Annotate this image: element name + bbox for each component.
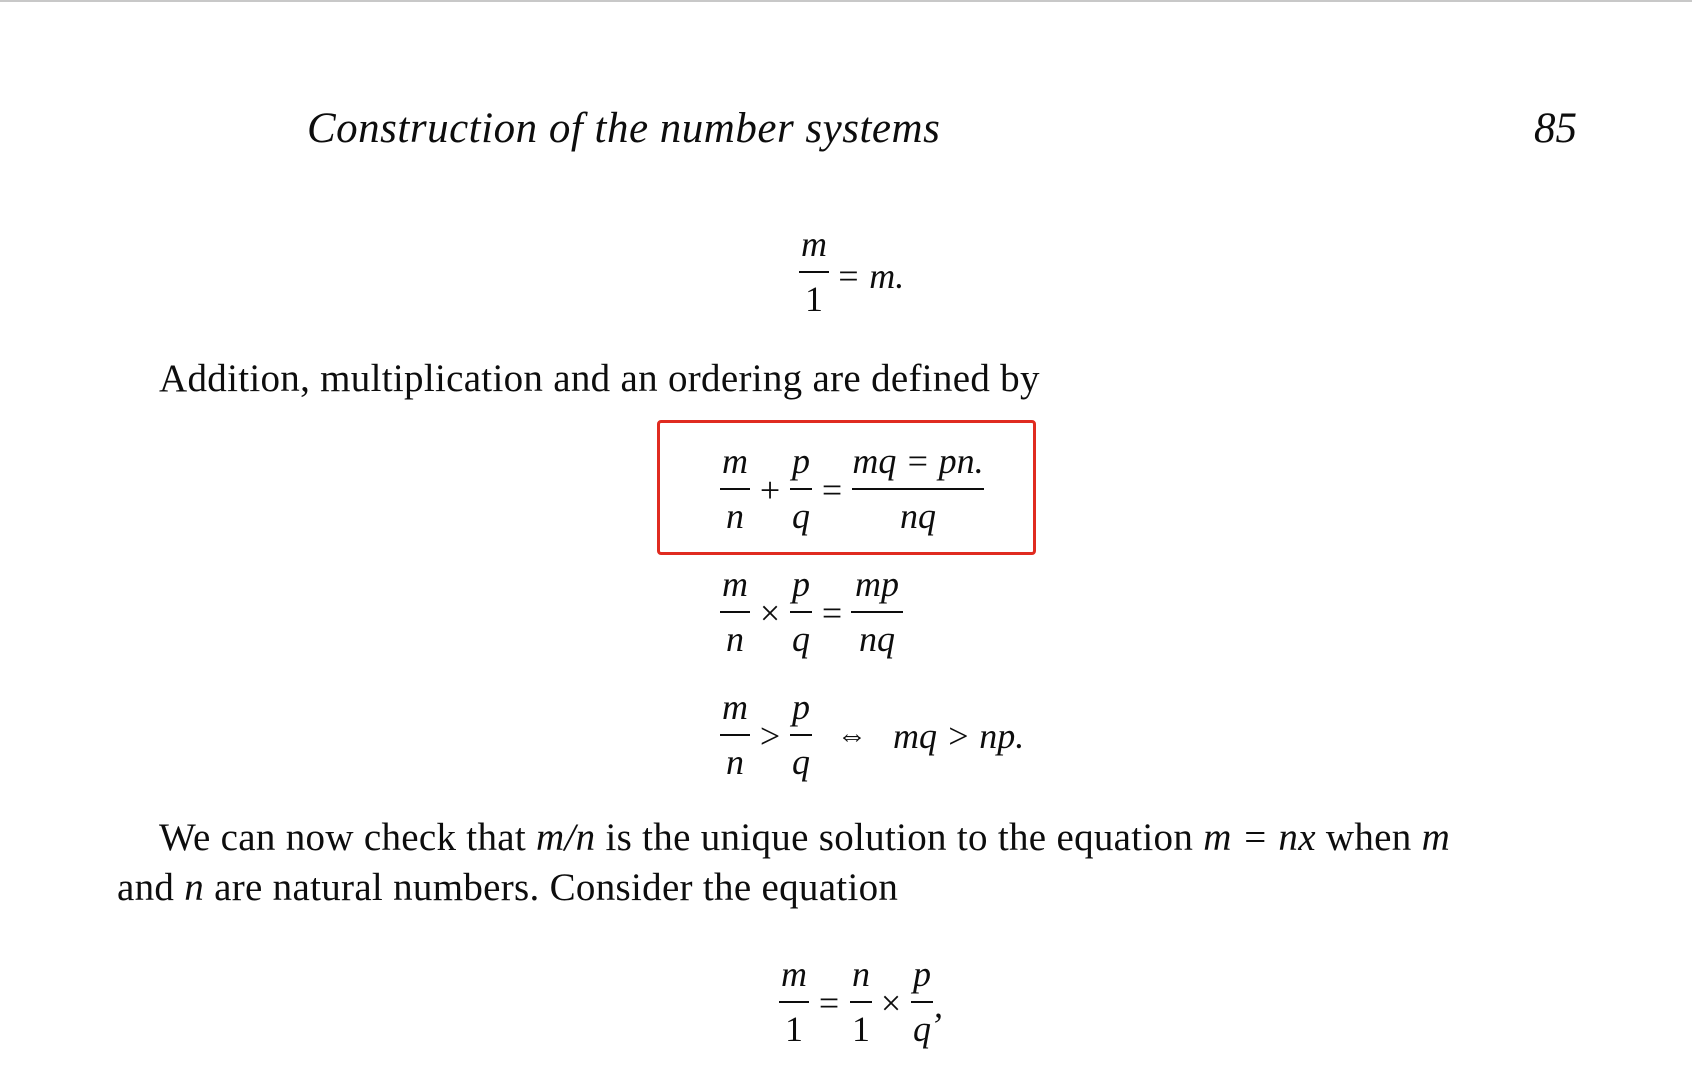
fraction-bar: [720, 611, 750, 613]
fraction-bar: [790, 488, 812, 490]
plus-sign: +: [759, 470, 781, 510]
text: and: [117, 866, 185, 909]
fraction-bar: [850, 1001, 872, 1003]
denominator: q: [792, 742, 810, 782]
numerator: p: [792, 564, 810, 604]
times-sign: ×: [880, 983, 902, 1023]
denominator: q: [913, 1009, 931, 1049]
fraction-m-over-n: [720, 441, 750, 536]
fraction-m-over-n: [720, 687, 750, 782]
text: We can now check that: [159, 816, 537, 859]
paragraph-line-1: [159, 815, 1450, 860]
math-inline: m: [1421, 816, 1451, 859]
equation-rhs: = m.: [836, 256, 905, 296]
fraction-p-over-q: [790, 564, 812, 659]
denominator: nq: [859, 619, 895, 659]
equals-sign: =: [818, 983, 840, 1023]
fraction-n-over-1: [850, 954, 872, 1049]
denominator: nq: [900, 496, 936, 536]
text: when: [1315, 816, 1422, 859]
fraction-bar: [851, 611, 903, 613]
fraction: [799, 224, 829, 319]
trailing-comma: ,: [934, 985, 943, 1025]
fraction-bar: [799, 271, 829, 273]
denominator: q: [792, 496, 810, 536]
math-inline: m/n: [536, 816, 596, 859]
times-sign: ×: [759, 593, 781, 633]
denominator: n: [726, 619, 744, 659]
equals-sign: =: [821, 470, 843, 510]
text: are natural numbers. Consider the equation: [204, 866, 899, 909]
fraction-p-over-q: [911, 954, 933, 1049]
numerator: m: [722, 564, 748, 604]
greater-than-sign: >: [759, 716, 781, 756]
denominator: 1: [785, 1009, 803, 1049]
fraction-m-over-1: [779, 954, 809, 1049]
denominator: 1: [852, 1009, 870, 1049]
numerator: p: [792, 441, 810, 481]
fraction-bar: [720, 488, 750, 490]
equation-rhs: mq > np.: [893, 716, 1025, 756]
numerator: n: [852, 954, 870, 994]
fraction-p-over-q: [790, 441, 812, 536]
fraction-m-over-n: [720, 564, 750, 659]
numerator: m: [722, 687, 748, 727]
fraction-rhs: [852, 441, 984, 536]
numerator: m: [722, 441, 748, 481]
fraction-bar: [790, 611, 812, 613]
iff-arrow: ⇔: [837, 719, 867, 752]
denominator: n: [726, 496, 744, 536]
paragraph-definitions-intro: Addition, multiplication and an ordering are defined by: [159, 357, 1040, 400]
top-rule: [0, 0, 1692, 2]
numerator: m: [781, 954, 807, 994]
fraction-bar: [790, 734, 812, 736]
equals-sign: =: [821, 593, 843, 633]
fraction-bar: [720, 734, 750, 736]
denominator: q: [792, 619, 810, 659]
fraction-bar: [779, 1001, 809, 1003]
denominator: 1: [805, 279, 823, 319]
running-head: Construction of the number systems: [307, 105, 941, 152]
math-inline: m = nx: [1203, 816, 1316, 859]
numerator: m: [801, 224, 827, 264]
fraction-p-over-q: [790, 687, 812, 782]
numerator: p: [792, 687, 810, 727]
page-number: 85: [1534, 105, 1577, 152]
paragraph-line-2: [117, 865, 898, 910]
fraction-bar: [911, 1001, 933, 1003]
numerator: mq = pn.: [852, 441, 984, 481]
math-inline: n: [184, 866, 205, 909]
denominator: n: [726, 742, 744, 782]
fraction-rhs: [851, 564, 903, 659]
text: is the unique solution to the equation: [595, 816, 1204, 859]
numerator: p: [913, 954, 931, 994]
numerator: mp: [855, 564, 899, 604]
fraction-bar: [852, 488, 984, 490]
